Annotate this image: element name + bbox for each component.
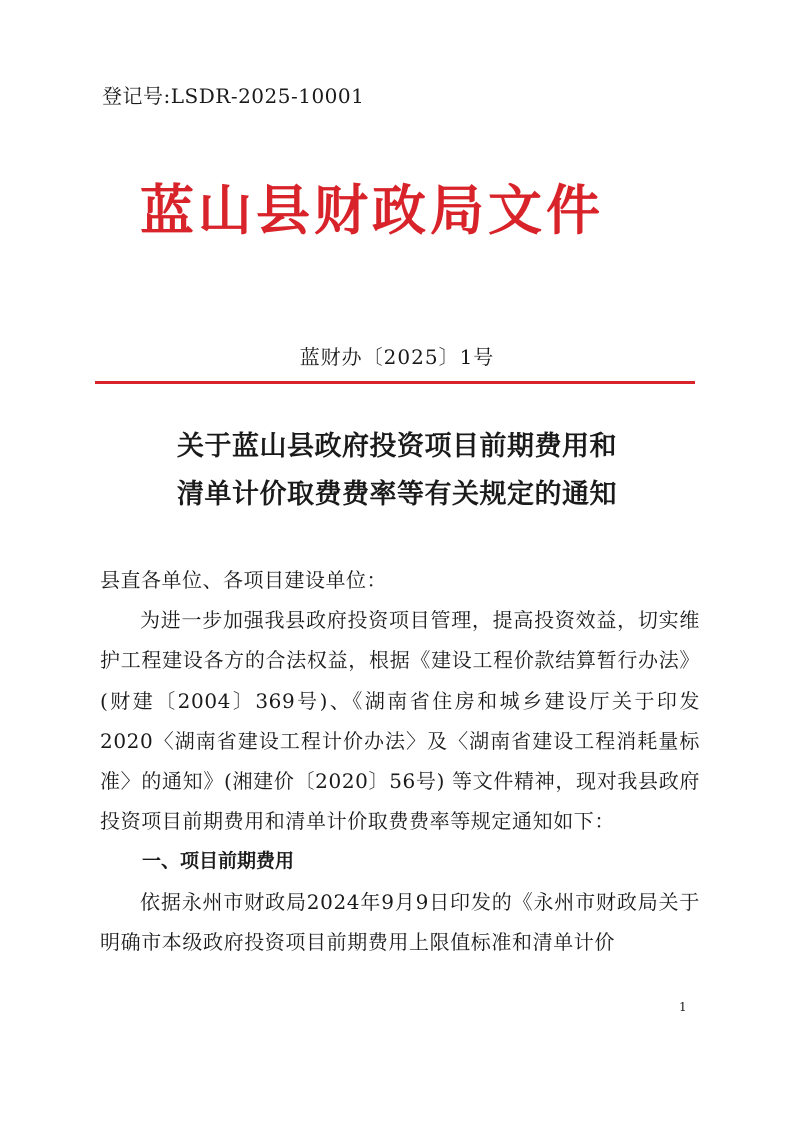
body-paragraph-2: 依据永州市财政局2024年9月9日印发的《永州市财政局关于明确市本级政府投资项目前期费用上限值标准和清单计价 <box>100 889 700 954</box>
page-number: 1 <box>679 1000 687 1014</box>
document-number: 蓝财办〔2025〕1号 <box>299 345 495 369</box>
document-title <box>0 423 794 519</box>
title-line-1: 关于蓝山县政府投资项目前期费用和 <box>177 431 617 462</box>
section-heading-1: 一、项目前期费用 <box>142 850 295 873</box>
masthead-title: 蓝山县财政局文件 <box>140 178 604 242</box>
document-body <box>100 560 700 962</box>
registration-number: 登记号:LSDR-2025-10001 <box>102 84 365 108</box>
addressee: 县直各单位、各项目建设单位： <box>100 568 387 592</box>
title-line-2: 清单计价取费费率等有关规定的通知 <box>177 479 617 510</box>
red-divider-line <box>95 381 695 384</box>
body-paragraph-1: 为进一步加强我县政府投资项目管理，提高投资效益，切实维护工程建设各方的合法权益，根据《建设工程价款结算暂行办法》(财建〔2004〕369号)、《湖南省住房和城乡建设厅关于印发2020〈湖南省建设工程计价办法〉及〈湖南省建设工程消耗量标准〉的通知》(湘建价〔2020〕56号) 等文件精神，现对我县政府投资项目前期费用和清单计价取费费率等规定通知如下： <box>100 608 700 834</box>
